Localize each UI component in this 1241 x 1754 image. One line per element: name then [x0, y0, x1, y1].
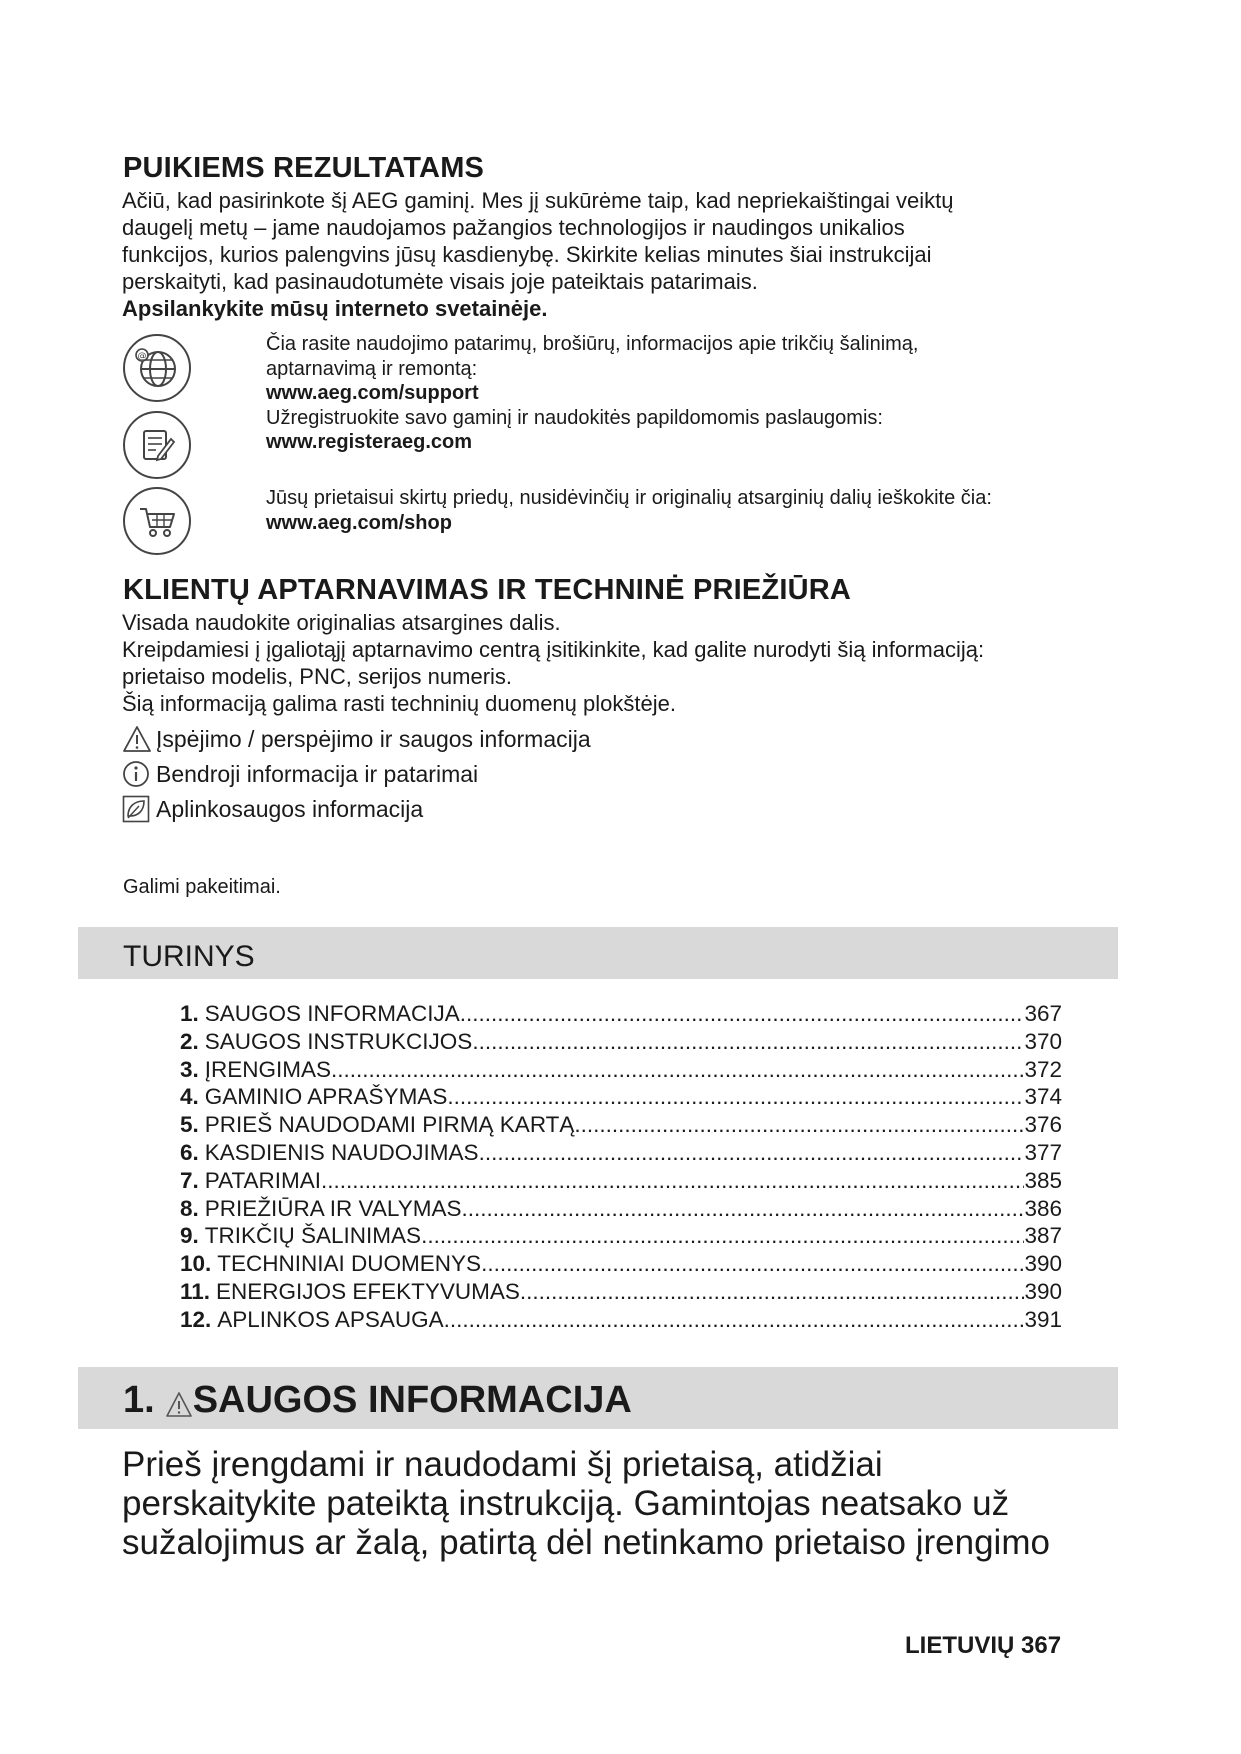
changes-note: Galimi pakeitimai. [123, 876, 281, 898]
footer-page-number: 367 [1021, 1632, 1062, 1659]
toc-item-leader [444, 1306, 1025, 1334]
toc-item-title: SAUGOS INSTRUKCIJOS [204, 1028, 473, 1054]
toc-item[interactable] [180, 1306, 1062, 1334]
section1-line: Prieš įrengdami ir naudodami šį prietaisą, atidžiai [122, 1445, 883, 1484]
leaf-icon [122, 795, 150, 823]
toc-item-page: 374 [1024, 1084, 1062, 1110]
toc-item-number: 12. [180, 1306, 212, 1332]
register-icon [123, 411, 191, 479]
info-icon [122, 760, 150, 788]
support-info [266, 332, 1126, 455]
register-link[interactable]: www.registeraeg.com [266, 431, 472, 453]
intro-line: funkcijos, kurios palengvins jūsų kasdienybę. Skirkite kelias minutes šiai instrukcijai [122, 242, 932, 267]
toc-item-number: 9. [180, 1223, 199, 1249]
toc-item[interactable] [180, 1111, 1062, 1139]
toc-item-title: PATARIMAI [204, 1167, 322, 1193]
toc-item-leader [447, 1083, 1024, 1111]
section1-heading [123, 1379, 632, 1422]
shop-link[interactable]: www.aeg.com/shop [266, 511, 452, 534]
service-heading: KLIENTŲ APTARNAVIMAS IR TECHNINĖ PRIEŽIŪRA [123, 574, 852, 606]
toc-item-number: 10. [180, 1251, 212, 1277]
toc-item-title: ENERGIJOS EFEKTYVUMAS [216, 1278, 520, 1304]
toc-list [180, 1000, 1062, 1334]
toc-item-number: 8. [180, 1195, 199, 1221]
toc-item[interactable] [180, 1083, 1062, 1111]
toc-item-page: 390 [1024, 1251, 1062, 1277]
toc-item-leader [331, 1056, 1024, 1084]
toc-item[interactable] [180, 1056, 1062, 1084]
toc-item-page: 390 [1024, 1278, 1062, 1304]
toc-item[interactable] [180, 1167, 1062, 1195]
legend-environment [122, 795, 423, 823]
toc-item-title: PRIEŽIŪRA IR VALYMAS [204, 1195, 462, 1221]
legend-warning [122, 725, 591, 753]
intro-line: daugelį metų – jame naudojamos pažangios technologijos ir naudingos unikalios [122, 215, 905, 240]
support-link[interactable]: www.aeg.com/support [266, 382, 479, 404]
service-line: Visada naudokite originalias atsargines dalis. [122, 610, 561, 635]
footer-language: LIETUVIŲ [905, 1632, 1015, 1659]
toc-item-page: 376 [1024, 1112, 1062, 1138]
toc-item-page: 367 [1024, 1001, 1062, 1026]
intro-line: perskaityti, kad pasinaudotumėte visais joje pateiktais patarimais. [122, 269, 758, 294]
toc-item-page: 385 [1024, 1167, 1062, 1193]
toc-item-leader [520, 1278, 1025, 1306]
warning-icon [165, 1386, 193, 1416]
toc-item-number: 3. [180, 1056, 199, 1082]
toc-item-leader [321, 1167, 1024, 1195]
toc-item-number: 2. [180, 1028, 199, 1054]
toc-item-number: 1. [180, 1001, 199, 1026]
register-text: Užregistruokite savo gaminį ir naudokitės papildomomis paslaugomis: [266, 406, 883, 429]
toc-item-leader [479, 1139, 1025, 1167]
toc-item-title: APLINKOS APSAUGA [217, 1306, 444, 1332]
cart-icon [123, 487, 191, 555]
toc-item-title: SAUGOS INFORMACIJA [204, 1001, 460, 1026]
toc-title: TURINYS [123, 940, 255, 973]
toc-item-page: 372 [1024, 1056, 1062, 1082]
service-line: prietaiso modelis, PNC, serijos numeris. [122, 664, 513, 689]
globe-icon [123, 334, 191, 402]
service-line: Kreipdamiesi į įgaliotąjį aptarnavimo centrą įsitikinkite, kad galite nurodyti šią informaciją: [122, 637, 985, 662]
page-footer [905, 1632, 1061, 1660]
service-line: Šią informaciją galima rasti techninių duomenų plokštėje. [122, 691, 676, 716]
toc-item[interactable] [180, 1195, 1062, 1223]
section1-title: SAUGOS INFORMACIJA [192, 1379, 632, 1421]
intro-heading: PUIKIEMS REZULTATAMS [123, 152, 485, 184]
toc-item-number: 6. [180, 1139, 199, 1165]
shop-info [266, 486, 1126, 535]
legend-info-text: Bendroji informacija ir patarimai [156, 760, 479, 787]
service-paragraph [122, 609, 1132, 717]
toc-item-leader [574, 1111, 1024, 1139]
support-text: aptarnavimą ir remontą: [266, 357, 478, 380]
legend-environment-text: Aplinkosaugos informacija [156, 795, 424, 822]
support-text: Čia rasite naudojimo patarimų, brošiūrų, informacijos apie trikčių šalinimą, [266, 333, 919, 355]
legend-warning-text: Įspėjimo / perspėjimo ir saugos informacija [156, 725, 591, 752]
svg-text:@: @ [137, 351, 147, 362]
toc-item-title: TECHNINIAI DUOMENYS [217, 1251, 482, 1277]
toc-item-number: 7. [180, 1167, 199, 1193]
toc-item[interactable] [180, 1028, 1062, 1056]
toc-item[interactable] [180, 1278, 1062, 1306]
toc-item-page: 391 [1024, 1306, 1062, 1332]
toc-item-leader [462, 1195, 1025, 1223]
section1-paragraph [122, 1445, 1122, 1562]
toc-item-page: 377 [1024, 1139, 1062, 1165]
toc-item-page: 370 [1024, 1028, 1062, 1054]
warning-icon [122, 725, 150, 753]
toc-item[interactable] [180, 1139, 1062, 1167]
section1-number: 1. [123, 1379, 155, 1421]
toc-item-leader [460, 1000, 1025, 1028]
toc-item-number: 11. [180, 1278, 211, 1304]
toc-item-page: 386 [1024, 1195, 1062, 1221]
toc-item-title: GAMINIO APRAŠYMAS [204, 1084, 448, 1110]
toc-item-number: 5. [180, 1112, 199, 1138]
toc-item[interactable] [180, 1250, 1062, 1278]
toc-item[interactable] [180, 1222, 1062, 1250]
intro-line: Ačiū, kad pasirinkote šį AEG gaminį. Mes jį sukūrėme taip, kad nepriekaištingai veiktų [122, 188, 954, 213]
section1-line: sužalojimus ar žalą, patirtą dėl netinkamo prietaiso įrengimo [122, 1523, 1050, 1562]
toc-item-title: PRIEŠ NAUDODAMI PIRMĄ KARTĄ [204, 1112, 575, 1138]
toc-item-leader [472, 1028, 1024, 1056]
toc-item-title: ĮRENGIMAS [204, 1056, 332, 1082]
intro-paragraph [122, 187, 1122, 322]
legend-info [122, 760, 478, 788]
toc-item[interactable] [180, 1000, 1062, 1028]
toc-item-title: TRIKČIŲ ŠALINIMAS [204, 1223, 422, 1249]
shop-text: Jūsų prietaisui skirtų priedų, nusidėvinčių ir originalių atsarginių dalių ieškokite čia: [266, 487, 992, 509]
toc-item-number: 4. [180, 1084, 199, 1110]
section1-line: perskaitykite pateiktą instrukciją. Gamintojas neatsako už [122, 1484, 1010, 1523]
toc-item-leader [481, 1250, 1024, 1278]
toc-item-leader [421, 1222, 1024, 1250]
toc-item-title: KASDIENIS NAUDOJIMAS [204, 1139, 479, 1165]
toc-item-page: 387 [1024, 1223, 1062, 1249]
visit-website-label: Apsilankykite mūsų interneto svetainėje. [122, 296, 548, 321]
